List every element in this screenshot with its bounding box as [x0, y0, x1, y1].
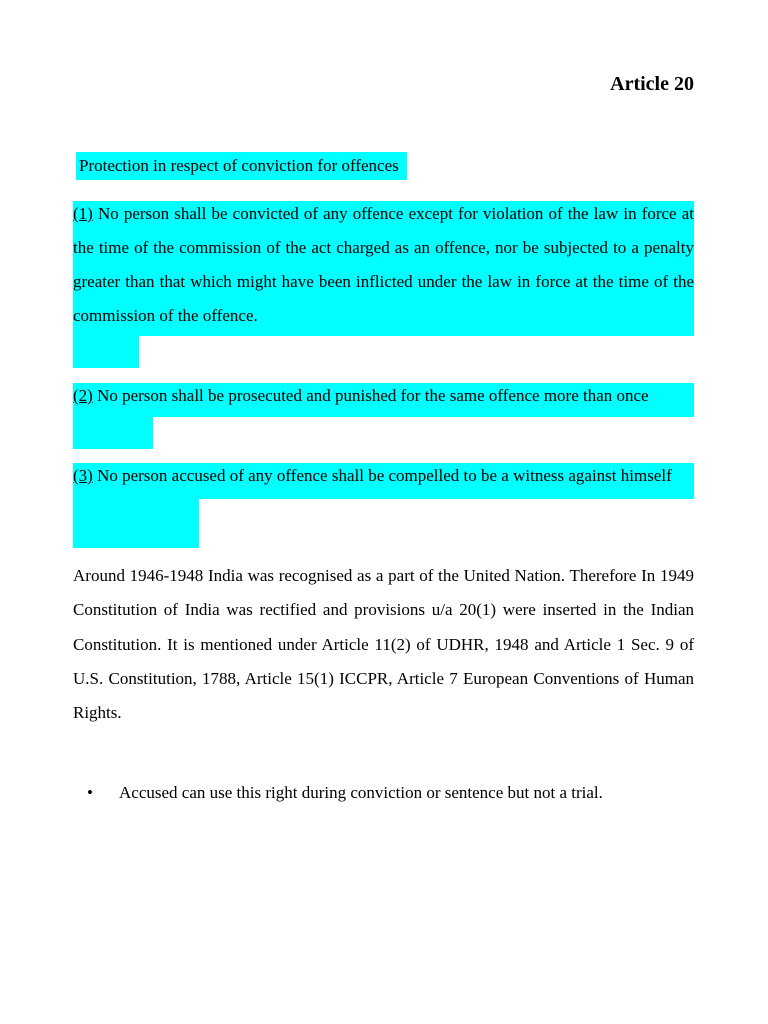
clause-number: (3) — [73, 466, 93, 485]
clause-2 — [73, 379, 694, 413]
highlight-clause-1-tail — [73, 336, 139, 368]
bullet-item — [73, 776, 694, 809]
clause-number: (2) — [73, 386, 93, 405]
clause-text: No person accused of any offence shall be compelled to be a witness against himself — [92, 466, 672, 485]
highlight-clause-2-tail — [73, 417, 153, 449]
bullet-text: Accused can use this right during conviction or sentence but not a trial. — [119, 783, 603, 802]
clause-3 — [73, 459, 694, 493]
body-paragraph: Around 1946-1948 India was recognised as a part of the United Nation. Therefore In 1949 Constitution of India was rectified and provisions u/a 20(1) were inserted in the Indian Constitution. It is mentioned under Article 11(2) of UDHR, 1948 and Article 1 Sec. 9 of U.S. Constitution, 1788, Article 15(1) ICCPR, Article 7 European Conventions of Human Rights. — [73, 566, 694, 723]
clause-text: No person shall be convicted of any offence except for violation of the law in force at the time of the commission of the act charged as an offence, nor be subjected to a penalty greater than that which might have been inflicted under the law in force at the time of the commission of the offence. — [73, 204, 694, 325]
highlight-clause-3-tail — [73, 499, 199, 548]
clause-text: No person shall be prosecuted and punished for the same offence more than once — [92, 386, 649, 405]
bullet-icon: • — [87, 783, 93, 802]
article-heading: Article 20 — [610, 73, 694, 95]
clause-1 — [73, 197, 694, 333]
section-subtitle: Protection in respect of conviction for offences — [76, 152, 407, 180]
clause-number: (1) — [73, 204, 93, 223]
